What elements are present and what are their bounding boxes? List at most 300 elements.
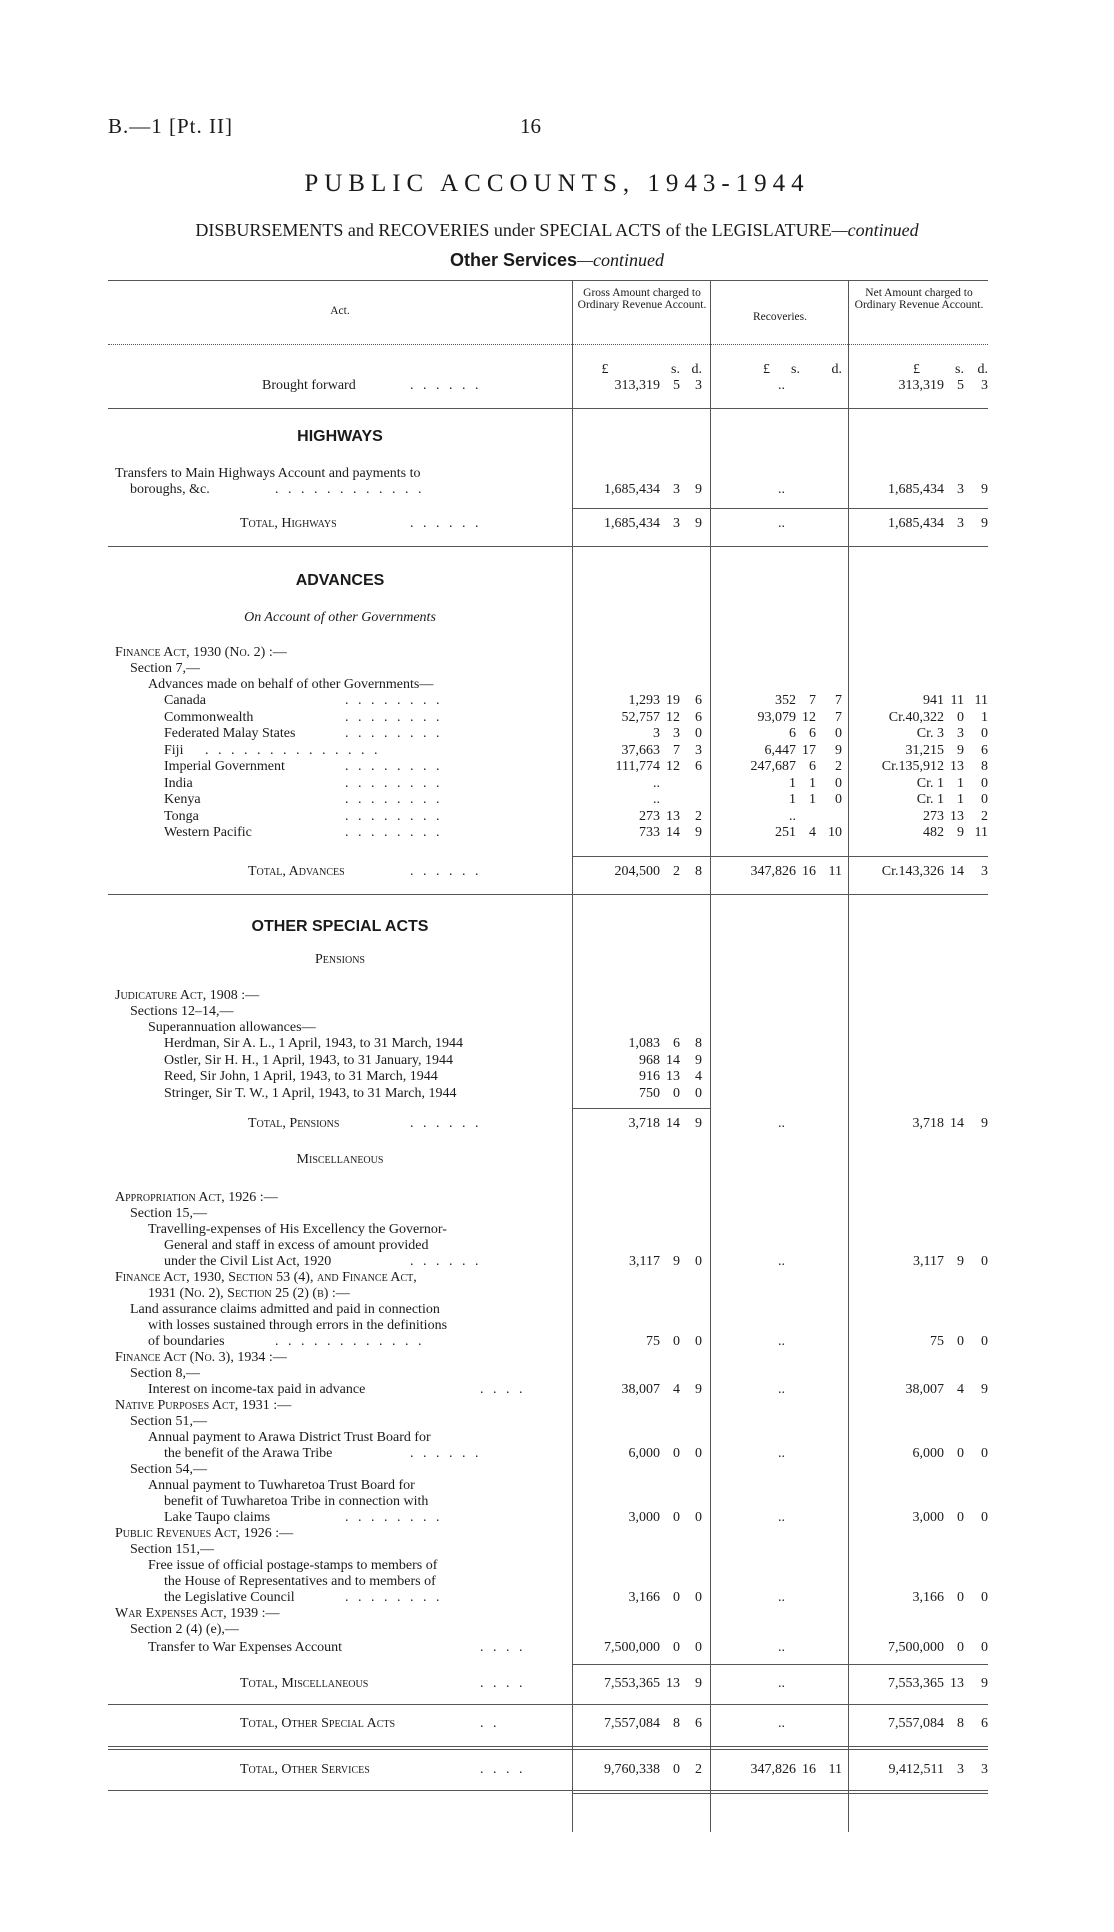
advance-row [0, 710, 1114, 726]
net-shillings: 13 [950, 759, 964, 774]
leader-dots: . . . . . . . . . . . . [275, 482, 425, 497]
gross-pence: 3 [695, 378, 702, 393]
gross-shillings: 12 [666, 759, 680, 774]
highways-desc-1: Transfers to Main Highways Account and payments to [115, 466, 421, 481]
leader-dots: . . . . . . . . [345, 825, 443, 840]
net-pounds: 38,007 [905, 1382, 944, 1397]
judicature-act [0, 988, 1114, 1004]
net-pounds: 75 [930, 1334, 944, 1349]
subtotal-rule [572, 1108, 710, 1109]
gross-pence: 8 [695, 1036, 702, 1051]
total-label: Total, Highways [240, 516, 337, 531]
description-label: with losses sustained through errors in the definitions [148, 1318, 448, 1333]
rec-pence: 7 [835, 693, 842, 708]
misc-line [0, 1478, 1114, 1494]
gross-pence: 0 [695, 1334, 702, 1349]
rec-pounds: 1 [789, 792, 796, 807]
column-header-net: Net Amount charged to Ordinary Revenue Account. [854, 287, 984, 311]
leader-dots: . . . . . . . . [345, 808, 443, 824]
gross-pence: 2 [695, 808, 702, 824]
rec-pounds: 1 [789, 775, 796, 791]
gross-pounds: 3 [653, 726, 660, 741]
net-pence: 8 [981, 759, 988, 774]
gross-pounds: 1,083 [628, 1036, 660, 1051]
government-name: Fiji [164, 742, 184, 758]
net-pounds: 9,412,511 [888, 1762, 944, 1777]
net-shillings: 4 [957, 1382, 964, 1397]
section-title-continued: —continued [577, 250, 665, 270]
rec-pence: 11 [828, 1762, 842, 1777]
rec-pounds: 251 [775, 825, 796, 840]
net-shillings: 0 [957, 1510, 964, 1525]
leader-dots: . . . . . . [410, 1116, 482, 1131]
recoveries-nil: .. [778, 1590, 785, 1605]
advances-section [0, 661, 1114, 677]
recoveries-nil: .. [778, 516, 785, 531]
net-pounds: 7,553,365 [888, 1676, 944, 1691]
gross-shillings: 6 [673, 1036, 680, 1051]
gross-pence: 0 [695, 1446, 702, 1461]
brought-forward-label: Brought forward [262, 378, 356, 393]
government-name: Commonwealth [164, 709, 254, 725]
net-shillings: 13 [950, 1676, 964, 1691]
judicature-desc [0, 1020, 1114, 1036]
net-pence: 0 [981, 1510, 988, 1525]
net-pence: 2 [981, 808, 988, 824]
rec-pounds: .. [789, 808, 796, 824]
gross-pounds: 1,685,434 [604, 482, 660, 497]
pension-row [0, 1053, 1114, 1069]
rec-shillings: 16 [802, 1762, 816, 1777]
brought-forward-row [0, 378, 1114, 394]
gross-pence: 4 [695, 1069, 702, 1084]
leader-dots: . . . . [480, 1382, 526, 1397]
act-label: Appropriation Act, 1926 :— [115, 1190, 278, 1205]
rec-shillings: 17 [802, 742, 816, 758]
net-shillings: 3 [957, 516, 964, 531]
misc-line [0, 1494, 1114, 1510]
description-label: Annual payment to Tuwharetoa Trust Board for [148, 1478, 415, 1493]
page-title: PUBLIC ACCOUNTS, 1943-1944 [304, 170, 810, 197]
net-pounds: 6,000 [912, 1446, 944, 1461]
gross-pounds: 3,718 [628, 1116, 660, 1131]
total-label: Total, Other Services [240, 1762, 370, 1777]
description-label: the House of Representatives and to members of [164, 1574, 436, 1589]
leader-dots: . . . . . . [410, 864, 482, 879]
pensioner-name: Reed, Sir John, 1 April, 1943, to 31 March, 1944 [164, 1069, 438, 1084]
government-name: Imperial Government [164, 759, 285, 774]
misc-line [0, 1238, 1114, 1254]
act-label: 1931 (No. 2), Section 25 (2) (b) :— [148, 1286, 350, 1301]
act-label: Finance Act, 1930 (No. 2) :— [115, 645, 287, 660]
gross-pound-label: £ [601, 362, 609, 377]
section-label: Sections 12–14,— [130, 1004, 234, 1019]
recoveries-nil: .. [778, 1382, 785, 1397]
net-pounds: 1,685,434 [888, 482, 944, 497]
net-pounds: 3,117 [913, 1254, 944, 1269]
total-label: Total, Miscellaneous [240, 1676, 369, 1691]
gross-pounds: 3,166 [628, 1590, 660, 1605]
pensioner-name: Stringer, Sir T. W., 1 April, 1943, to 31 March, 1944 [164, 1085, 457, 1101]
net-pounds: 273 [923, 808, 944, 824]
gross-pounds: 7,553,365 [604, 1676, 660, 1691]
recoveries-nil: .. [778, 1334, 785, 1349]
net-shillings: 8 [957, 1716, 964, 1731]
government-name: India [164, 775, 193, 791]
net-pence: 9 [981, 1116, 988, 1131]
description-label: Land assurance claims admitted and paid in connection [130, 1302, 440, 1317]
leader-dots: . . . . . . . . [345, 1590, 443, 1605]
leader-dots: . . . . [480, 1762, 526, 1777]
government-name: Tonga [164, 808, 199, 824]
net-pence: 0 [981, 1590, 988, 1605]
act-label: Finance Act, 1930, Section 53 (4), and Finance Act, [115, 1270, 417, 1285]
total-label: Total, Other Special Acts [240, 1716, 396, 1731]
gross-pounds: 7,557,084 [604, 1716, 660, 1731]
gross-pounds: 37,663 [621, 742, 660, 758]
pensions-total-row [0, 1116, 1114, 1132]
government-name: Western Pacific [164, 825, 252, 840]
rec-pounds: 347,826 [750, 1762, 796, 1777]
total-label: Total, Advances [248, 864, 345, 879]
gross-shillings: 7 [673, 742, 680, 758]
government-name: Federated Malay States [164, 726, 296, 741]
section-label: Section 8,— [130, 1366, 200, 1381]
net-pounds: Cr. 3 [916, 726, 944, 741]
gross-shillings: 14 [666, 1052, 680, 1068]
net-pounds: 7,557,084 [888, 1716, 944, 1731]
gross-shillings: 8 [673, 1716, 680, 1731]
rec-pounds: 6,447 [764, 742, 796, 758]
gross-pence: 9 [695, 1052, 702, 1068]
net-pounds: 941 [923, 693, 944, 708]
section-heading-other-special-acts: OTHER SPECIAL ACTS [251, 918, 429, 935]
section-heading-advances: ADVANCES [295, 572, 385, 589]
gross-pence: 9 [695, 1116, 702, 1131]
misc-amount-row [0, 1382, 1114, 1398]
page-subtitle [0, 220, 1114, 241]
net-pence: 0 [981, 1640, 988, 1655]
rec-shillings: 4 [809, 825, 816, 840]
rec-pence: 11 [828, 864, 842, 879]
rec-shillings: 1 [809, 775, 816, 791]
other-services-total-row [0, 1762, 1114, 1778]
net-pence: 0 [981, 792, 988, 807]
recoveries-nil: .. [778, 1446, 785, 1461]
gross-pence: 9 [695, 482, 702, 497]
net-pence: 11 [974, 693, 988, 708]
net-pounds: 482 [923, 825, 944, 840]
advance-row [0, 759, 1114, 775]
rec-pence: 9 [835, 742, 842, 758]
misc-line [0, 1366, 1114, 1382]
gross-pounds: 38,007 [621, 1382, 660, 1397]
net-pounds: 7,500,000 [888, 1640, 944, 1655]
leader-dots: . . . . . . . . [345, 693, 443, 708]
leader-dots: . . . . [480, 1676, 526, 1691]
advances-desc [0, 677, 1114, 693]
gross-shillings: 9 [673, 1254, 680, 1269]
gross-pounds: 3,117 [629, 1254, 660, 1269]
misc-line [0, 1350, 1114, 1366]
gross-shillings: 19 [666, 693, 680, 708]
subtotal-rule [572, 508, 988, 509]
gross-shillings: 3 [673, 482, 680, 497]
gross-shillings: 2 [673, 864, 680, 879]
net-pence: 6 [981, 742, 988, 758]
net-shillings: 9 [957, 742, 964, 758]
gross-pence: 9 [695, 516, 702, 531]
misc-line [0, 1606, 1114, 1622]
gross-pence: 6 [695, 709, 702, 725]
section-title [0, 250, 1114, 271]
rec-pounds: 6 [789, 726, 796, 741]
gross-shillings: 14 [666, 825, 680, 840]
gross-shillings: 0 [673, 1334, 680, 1349]
recoveries-nil: .. [778, 1640, 785, 1655]
gross-shillings: 3 [673, 516, 680, 531]
act-label: Judicature Act, 1908 :— [115, 988, 260, 1003]
misc-line [0, 1526, 1114, 1542]
misc-line [0, 1286, 1114, 1302]
recoveries-nil: .. [778, 1676, 785, 1691]
gross-pence: 6 [695, 693, 702, 708]
net-shillings: 1 [957, 775, 964, 791]
act-label: Native Purposes Act, 1931 :— [115, 1398, 292, 1413]
recoveries-nil: .. [778, 1716, 785, 1731]
description-label: Lake Taupo claims [164, 1510, 271, 1525]
net-pence: 0 [981, 1254, 988, 1269]
section-heading-highways: HIGHWAYS [297, 428, 383, 445]
highways-line-1 [0, 466, 1114, 482]
net-pounds: 313,319 [898, 378, 944, 393]
net-pence: 9 [981, 482, 988, 497]
leader-dots: . . [480, 1716, 500, 1731]
net-pounds: 3,166 [912, 1590, 944, 1605]
gross-pence: 6 [695, 759, 702, 774]
gross-pence: 0 [695, 726, 702, 741]
net-pence: 3 [981, 378, 988, 393]
misc-line [0, 1622, 1114, 1638]
gross-pence: 9 [695, 1382, 702, 1397]
column-header-act: Act. [330, 305, 350, 317]
net-shillings: 0 [957, 1334, 964, 1349]
government-name: Kenya [164, 792, 201, 807]
recoveries-nil: .. [778, 1254, 785, 1269]
leader-dots: . . . . . . [410, 1446, 482, 1461]
advances-act [0, 645, 1114, 661]
pension-row [0, 1036, 1114, 1052]
leader-dots: . . . . . . . . [345, 726, 443, 741]
description-label: Superannuation allowances— [148, 1020, 316, 1035]
gross-pence: 0 [695, 1254, 702, 1269]
net-pence: 9 [981, 516, 988, 531]
subtitle-main: DISBURSEMENTS and RECOVERIES under SPECIAL ACTS of the LEGISLATURE [195, 220, 832, 240]
column-header-recoveries: Recoveries. [753, 311, 807, 323]
subtotal-rule [572, 856, 988, 857]
misc-line [0, 1398, 1114, 1414]
rec-shillings: 16 [802, 864, 816, 879]
net-shilling-label: s. [955, 362, 964, 377]
section-label: Section 15,— [130, 1206, 207, 1221]
misc-amount-row [0, 1510, 1114, 1526]
net-shillings: 5 [957, 378, 964, 393]
net-pence-label: d. [977, 362, 988, 377]
gross-shillings: 0 [673, 1446, 680, 1461]
table-bottom-rule [108, 1790, 988, 1791]
rec-shillings: 6 [809, 759, 816, 774]
net-shillings: 3 [957, 1762, 964, 1777]
net-shillings: 0 [957, 709, 964, 725]
gross-shillings: 4 [673, 1382, 680, 1397]
rec-pence-label: d. [831, 362, 842, 377]
net-shillings: 13 [950, 808, 964, 824]
misc-total-row [0, 1676, 1114, 1692]
act-label: Public Revenues Act, 1926 :— [115, 1526, 294, 1541]
advance-row [0, 776, 1114, 792]
description-label: Annual payment to Arawa District Trust Board for [148, 1430, 431, 1445]
net-pence: 3 [981, 1762, 988, 1777]
gross-pence: 0 [695, 1640, 702, 1655]
gross-shillings: 13 [666, 808, 680, 824]
act-label: Finance Act (No. 3), 1934 :— [115, 1350, 287, 1365]
misc-amount-row [0, 1334, 1114, 1350]
misc-line [0, 1462, 1114, 1478]
net-shillings: 1 [957, 792, 964, 807]
rec-pounds: 347,826 [750, 864, 796, 879]
section-rule [108, 546, 988, 547]
description-label: benefit of Tuwharetoa Tribe in connection with [164, 1494, 429, 1509]
leader-dots: . . . . . . . . [345, 709, 443, 725]
gross-pence: 3 [695, 742, 702, 758]
net-pence: 9 [981, 1676, 988, 1691]
description-label: Advances made on behalf of other Governments— [148, 677, 434, 692]
rec-pound-label: £ [763, 362, 770, 377]
net-pence: 6 [981, 1716, 988, 1731]
net-shillings: 3 [957, 726, 964, 741]
highways-row [0, 482, 1114, 498]
section-rule [108, 1746, 988, 1747]
misc-line [0, 1302, 1114, 1318]
gross-pounds: 1,293 [628, 693, 660, 708]
pension-row [0, 1086, 1114, 1102]
other-special-acts-total-row [0, 1716, 1114, 1732]
leader-dots: . . . . . . [410, 516, 482, 531]
table-top-rule [108, 280, 988, 281]
gross-pounds: 273 [639, 808, 660, 824]
net-pence: 9 [981, 1382, 988, 1397]
gross-pounds: 968 [639, 1052, 660, 1068]
gross-pounds: 75 [646, 1334, 660, 1349]
net-pounds: 3,000 [912, 1510, 944, 1525]
gross-shillings: 0 [673, 1762, 680, 1777]
net-shillings: 14 [950, 864, 964, 879]
rec-pence: 0 [835, 775, 842, 791]
misc-amount-row [0, 1590, 1114, 1606]
advance-row [0, 809, 1114, 825]
gross-pounds: 6,000 [628, 1446, 660, 1461]
rec-pence: 0 [835, 726, 842, 741]
misc-line [0, 1318, 1114, 1334]
advances-total-row [0, 864, 1114, 880]
leader-dots: . . . . . . . . [345, 775, 443, 791]
currency-heading-row [0, 362, 1114, 378]
net-shillings: 9 [957, 825, 964, 840]
judicature-section [0, 1004, 1114, 1020]
rec-pence: 0 [835, 792, 842, 807]
misc-line [0, 1542, 1114, 1558]
gross-pounds: 7,500,000 [604, 1640, 660, 1655]
gross-pence: 2 [695, 1762, 702, 1777]
recoveries-nil: .. [778, 1116, 785, 1131]
net-shillings: 3 [957, 482, 964, 497]
section-title-main: Other Services [449, 250, 578, 270]
total-label: Total, Pensions [248, 1116, 340, 1131]
gross-pounds: 111,774 [615, 759, 660, 774]
description-label: under the Civil List Act, 1920 [164, 1254, 332, 1269]
gross-shillings: 3 [673, 726, 680, 741]
rec-pounds: 247,687 [750, 759, 796, 774]
net-shillings: 11 [950, 693, 964, 708]
gross-pounds: 3,000 [628, 1510, 660, 1525]
header-bottom-rule [108, 344, 988, 345]
gross-shillings: 0 [673, 1590, 680, 1605]
description-label: Transfer to War Expenses Account [148, 1640, 343, 1655]
net-pence: 0 [981, 1334, 988, 1349]
net-pounds: Cr.135,912 [881, 759, 944, 774]
gross-shillings: 14 [666, 1116, 680, 1131]
section-rule [108, 1704, 988, 1705]
leader-dots: . . . . . . . . [345, 792, 443, 807]
gross-shillings: 12 [666, 709, 680, 725]
brought-forward-rule [108, 408, 988, 409]
rec-pounds: 352 [775, 693, 796, 708]
leader-dots: . . . . . . . . . . . . [275, 1334, 425, 1349]
leader-dots: . . . . [480, 1640, 526, 1655]
advance-row [0, 743, 1114, 759]
gross-pence: 6 [695, 1716, 702, 1731]
gross-shillings: 0 [673, 1510, 680, 1525]
leader-dots: . . . . . . . . [345, 759, 443, 774]
misc-amount-row [0, 1254, 1114, 1270]
rec-shillings: 6 [809, 726, 816, 741]
misc-line [0, 1414, 1114, 1430]
net-pounds: Cr. 1 [916, 775, 944, 791]
rec-pence: 7 [835, 709, 842, 725]
leader-dots: . . . . . . [410, 378, 482, 393]
advance-row [0, 825, 1114, 841]
rec-shilling-label: s. [791, 362, 800, 377]
advances-subheading: On Account of other Governments [244, 610, 436, 625]
leader-dots: . . . . . . . . . . . . . . [205, 742, 381, 758]
government-name: Canada [164, 693, 206, 708]
gross-pounds: 733 [639, 825, 660, 840]
net-shillings: 0 [957, 1590, 964, 1605]
gross-pounds: 204,500 [614, 864, 660, 879]
misc-line [0, 1574, 1114, 1590]
rec-shillings: 12 [802, 709, 816, 725]
page-number: 16 [520, 114, 541, 138]
gross-pounds: 313,319 [614, 378, 660, 393]
net-pounds: 1,685,434 [888, 516, 944, 531]
description-label: General and staff in excess of amount provided [164, 1238, 429, 1253]
misc-line [0, 1430, 1114, 1446]
document-reference: B.—1 [Pt. II] [108, 114, 233, 138]
description-label: Interest on income-tax paid in advance [148, 1382, 366, 1397]
net-pounds: Cr. 1 [916, 792, 944, 807]
gross-pounds: 750 [639, 1085, 660, 1101]
misc-amount-row [0, 1640, 1114, 1656]
